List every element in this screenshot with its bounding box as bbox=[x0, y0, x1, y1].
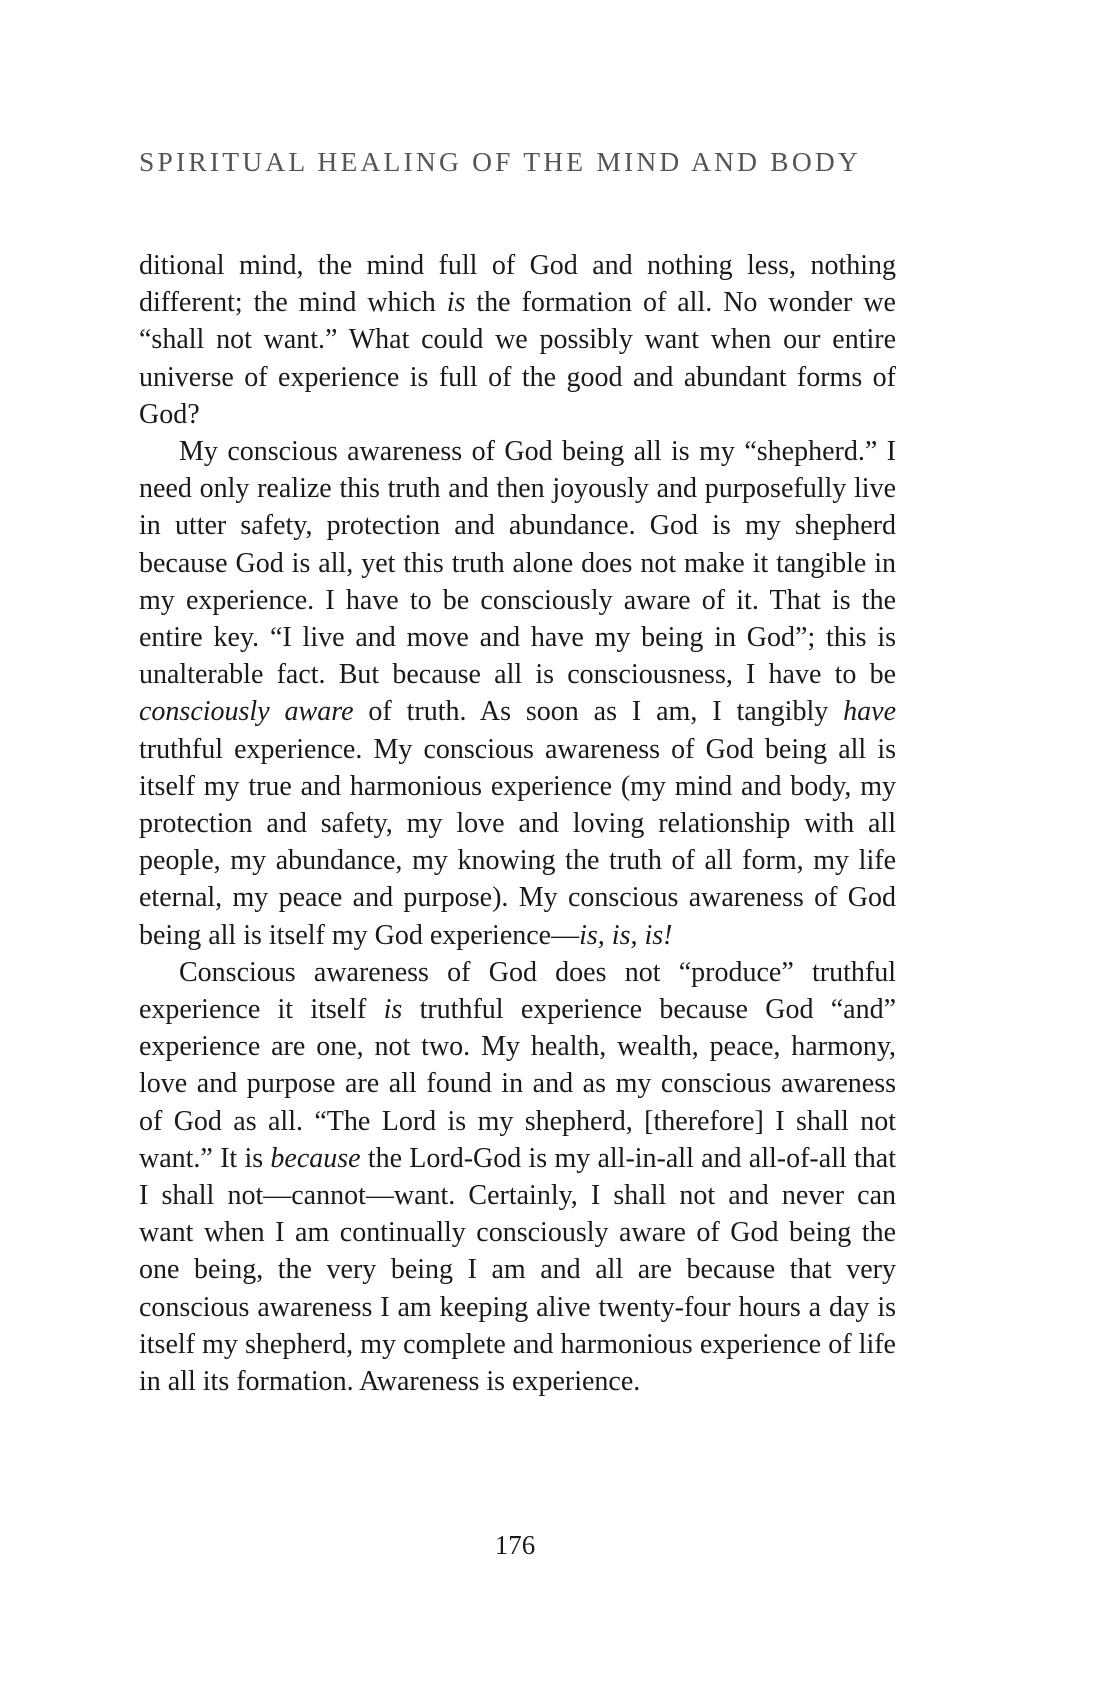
italic-segment: is, is, is! bbox=[579, 919, 673, 951]
text-segment: truthful experience because God “and” experience are one, not two. My health, wealth, peace, harmony, love and purpose are all found in and as my conscious awareness of God as all. “The Lord is my shepherd, [therefore] I shall not want.” It is bbox=[139, 994, 896, 1174]
running-head: SPIRITUAL HEALING OF THE MIND AND BODY bbox=[139, 146, 862, 177]
italic-segment: consciously aware bbox=[139, 696, 354, 728]
text-segment: the formation of all. No wonder we “shall not want.” What could we possibly want when our entire universe of experience is full of the good and abundant forms of God? bbox=[139, 287, 896, 430]
text-segment: Conscious awareness of God does not “produce” truthful experience it itself bbox=[139, 956, 896, 1026]
text-segment: the Lord-God is my all-in-all and all-of-all that I shall not—cannot—want. Certainly, I shall not and never can want when I am continually consciously aware of God being the one being, the very being I am and all are because that very conscious awareness I am keeping alive twenty-four hours a day is itself my shepherd, my complete and harmonious experience of life in all its formation. Awareness is experience. bbox=[139, 1142, 896, 1398]
paragraph bbox=[139, 954, 896, 1400]
page-number: 176 bbox=[494, 1530, 536, 1560]
text-segment: ditional mind, the mind full of God and nothing less, nothing different; the mind which bbox=[139, 250, 896, 319]
italic-segment: have bbox=[843, 696, 896, 728]
italic-segment: is bbox=[383, 994, 403, 1026]
paragraph bbox=[139, 247, 896, 433]
text-segment: of truth. As soon as I am, I tangibly bbox=[353, 696, 844, 728]
paragraph bbox=[139, 433, 896, 954]
body-text bbox=[139, 247, 896, 1400]
text-segment: truthful experience. My conscious awareness of God being all is itself my true and harmonious experience (my mind and body, my protection and safety, my love and loving relationship with all people, my abundance, my knowing the truth of all form, my life eternal, my peace and purpose). My conscious awareness of God being all is itself my God experience— bbox=[139, 733, 896, 951]
text-segment: My conscious awareness of God being all is my “shepherd.” I need only realize this truth and then joyously and purposefully live in utter safety, protection and abundance. God is my shepherd because God is all, yet this truth alone does not make it tangible in my experience. I have to be consciously aware of it. That is the entire key. “I live and move and have my being in God”; this is unalterable fact. But because all is consciousness, I have to be bbox=[139, 436, 896, 691]
italic-segment: is bbox=[446, 287, 466, 319]
italic-segment: because bbox=[270, 1142, 361, 1174]
